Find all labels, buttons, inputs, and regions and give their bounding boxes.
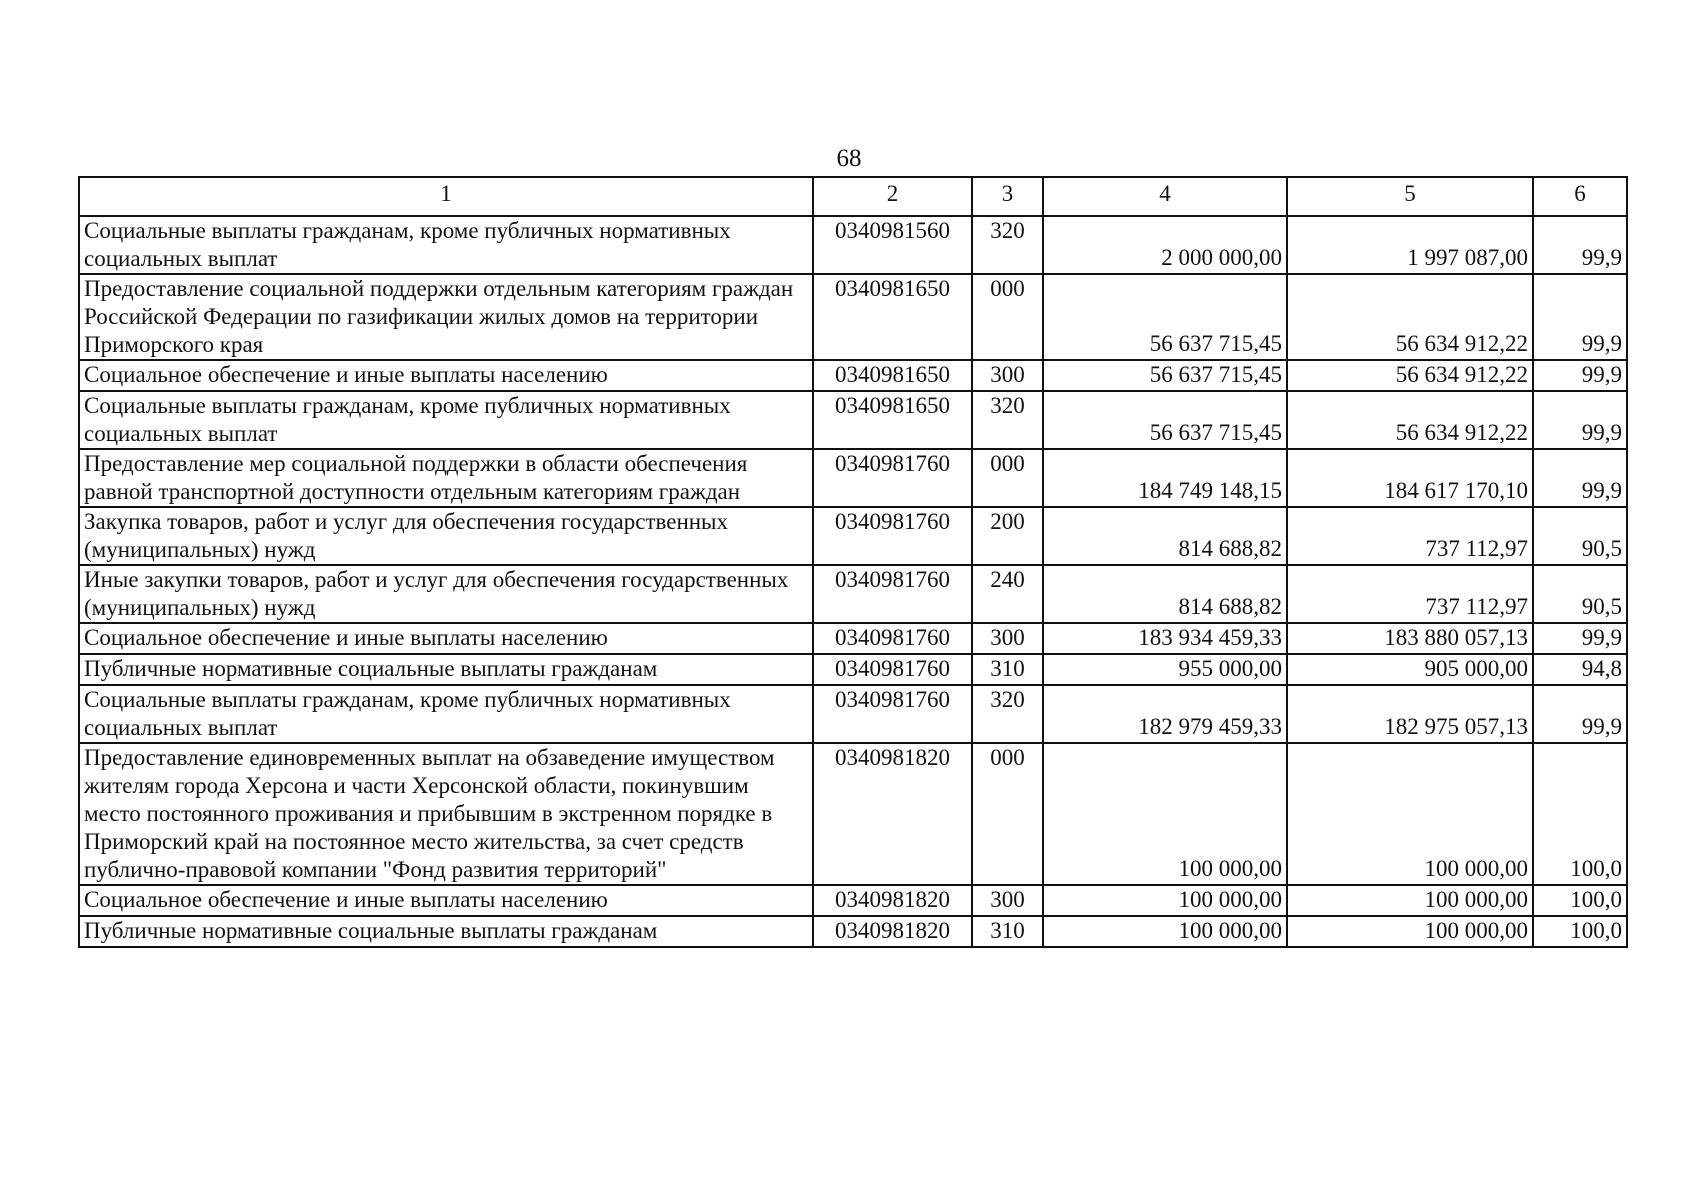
expense-type-code-cell: 000 (972, 449, 1043, 507)
executed-amount-cell: 56 634 912,22 (1287, 274, 1533, 360)
expense-type-code-cell: 310 (972, 916, 1043, 947)
column-header: 4 (1043, 177, 1287, 216)
target-article-code-cell: 0340981820 (813, 885, 972, 916)
target-article-code-cell: 0340981650 (813, 274, 972, 360)
expense-type-code-cell: 240 (972, 565, 1043, 623)
executed-amount-cell: 184 617 170,10 (1287, 449, 1533, 507)
table-row (79, 216, 1627, 274)
table-row (79, 360, 1627, 391)
expense-type-code-cell: 310 (972, 654, 1043, 685)
executed-amount-cell: 182 975 057,13 (1287, 685, 1533, 743)
executed-amount-cell: 100 000,00 (1287, 916, 1533, 947)
target-article-code-cell: 0340981820 (813, 743, 972, 885)
expense-type-code-cell: 300 (972, 885, 1043, 916)
planned-amount-cell: 814 688,82 (1043, 507, 1287, 565)
target-article-code-cell: 0340981760 (813, 449, 972, 507)
row-name-cell: Социальные выплаты гражданам, кроме публичных нормативных социальных выплат (79, 685, 813, 743)
planned-amount-cell: 2 000 000,00 (1043, 216, 1287, 274)
executed-amount-cell: 56 634 912,22 (1287, 391, 1533, 449)
row-name-cell: Социальное обеспечение и иные выплаты населению (79, 623, 813, 654)
planned-amount-cell: 100 000,00 (1043, 743, 1287, 885)
row-name-cell: Предоставление мер социальной поддержки в области обеспечения равной транспортной доступности отдельным категориям граждан (79, 449, 813, 507)
execution-percent-cell: 100,0 (1533, 916, 1627, 947)
expense-type-code-cell: 300 (972, 360, 1043, 391)
planned-amount-cell: 56 637 715,45 (1043, 360, 1287, 391)
execution-percent-cell: 99,9 (1533, 274, 1627, 360)
column-header: 5 (1287, 177, 1533, 216)
row-name-cell: Социальное обеспечение и иные выплаты населению (79, 360, 813, 391)
expense-type-code-cell: 000 (972, 743, 1043, 885)
table-row (79, 565, 1627, 623)
row-name-cell: Социальное обеспечение и иные выплаты населению (79, 885, 813, 916)
target-article-code-cell: 0340981760 (813, 565, 972, 623)
execution-percent-cell: 94,8 (1533, 654, 1627, 685)
executed-amount-cell: 100 000,00 (1287, 885, 1533, 916)
table-row (79, 391, 1627, 449)
executed-amount-cell: 737 112,97 (1287, 565, 1533, 623)
target-article-code-cell: 0340981560 (813, 216, 972, 274)
column-header: 6 (1533, 177, 1627, 216)
planned-amount-cell: 56 637 715,45 (1043, 391, 1287, 449)
execution-percent-cell: 90,5 (1533, 565, 1627, 623)
execution-percent-cell: 99,9 (1533, 360, 1627, 391)
expense-type-code-cell: 320 (972, 391, 1043, 449)
execution-percent-cell: 100,0 (1533, 743, 1627, 885)
executed-amount-cell: 183 880 057,13 (1287, 623, 1533, 654)
column-header: 3 (972, 177, 1043, 216)
target-article-code-cell: 0340981760 (813, 685, 972, 743)
execution-percent-cell: 99,9 (1533, 623, 1627, 654)
execution-percent-cell: 100,0 (1533, 885, 1627, 916)
planned-amount-cell: 100 000,00 (1043, 916, 1287, 947)
target-article-code-cell: 0340981820 (813, 916, 972, 947)
row-name-cell: Публичные нормативные социальные выплаты гражданам (79, 654, 813, 685)
table-row (79, 685, 1627, 743)
table-row (79, 916, 1627, 947)
expense-type-code-cell: 300 (972, 623, 1043, 654)
budget-execution-table (78, 176, 1628, 948)
planned-amount-cell: 814 688,82 (1043, 565, 1287, 623)
table-row (79, 654, 1627, 685)
table-row (79, 507, 1627, 565)
row-name-cell: Социальные выплаты гражданам, кроме публичных нормативных социальных выплат (79, 391, 813, 449)
planned-amount-cell: 100 000,00 (1043, 885, 1287, 916)
target-article-code-cell: 0340981650 (813, 360, 972, 391)
row-name-cell: Иные закупки товаров, работ и услуг для обеспечения государственных (муниципальных) нужд (79, 565, 813, 623)
execution-percent-cell: 99,9 (1533, 449, 1627, 507)
planned-amount-cell: 184 749 148,15 (1043, 449, 1287, 507)
row-name-cell: Предоставление социальной поддержки отдельным категориям граждан Российской Федерации по газификации жилых домов на территории Приморского края (79, 274, 813, 360)
planned-amount-cell: 955 000,00 (1043, 654, 1287, 685)
planned-amount-cell: 56 637 715,45 (1043, 274, 1287, 360)
table-row (79, 274, 1627, 360)
executed-amount-cell: 56 634 912,22 (1287, 360, 1533, 391)
page-number: 68 (836, 145, 862, 172)
expense-type-code-cell: 000 (972, 274, 1043, 360)
target-article-code-cell: 0340981760 (813, 507, 972, 565)
target-article-code-cell: 0340981650 (813, 391, 972, 449)
execution-percent-cell: 99,9 (1533, 216, 1627, 274)
table-row (79, 623, 1627, 654)
execution-percent-cell: 90,5 (1533, 507, 1627, 565)
column-number-header-row (79, 177, 1627, 216)
executed-amount-cell: 100 000,00 (1287, 743, 1533, 885)
expense-type-code-cell: 320 (972, 216, 1043, 274)
table-row (79, 885, 1627, 916)
expense-type-code-cell: 200 (972, 507, 1043, 565)
table-row (79, 449, 1627, 507)
planned-amount-cell: 183 934 459,33 (1043, 623, 1287, 654)
table-row (79, 743, 1627, 885)
target-article-code-cell: 0340981760 (813, 654, 972, 685)
expense-type-code-cell: 320 (972, 685, 1043, 743)
planned-amount-cell: 182 979 459,33 (1043, 685, 1287, 743)
execution-percent-cell: 99,9 (1533, 391, 1627, 449)
row-name-cell: Закупка товаров, работ и услуг для обеспечения государственных (муниципальных) нужд (79, 507, 813, 565)
executed-amount-cell: 737 112,97 (1287, 507, 1533, 565)
executed-amount-cell: 1 997 087,00 (1287, 216, 1533, 274)
target-article-code-cell: 0340981760 (813, 623, 972, 654)
execution-percent-cell: 99,9 (1533, 685, 1627, 743)
executed-amount-cell: 905 000,00 (1287, 654, 1533, 685)
row-name-cell: Предоставление единовременных выплат на обзаведение имуществом жителям города Херсона и части Херсонской области, покинувшим место постоянного проживания и прибывшим в экстренном порядке в Приморский край на постоянное место жительства, за счет средств публично-правовой компании "Фонд развития территорий" (79, 743, 813, 885)
row-name-cell: Публичные нормативные социальные выплаты гражданам (79, 916, 813, 947)
column-header: 1 (79, 177, 813, 216)
column-header: 2 (813, 177, 972, 216)
row-name-cell: Социальные выплаты гражданам, кроме публичных нормативных социальных выплат (79, 216, 813, 274)
